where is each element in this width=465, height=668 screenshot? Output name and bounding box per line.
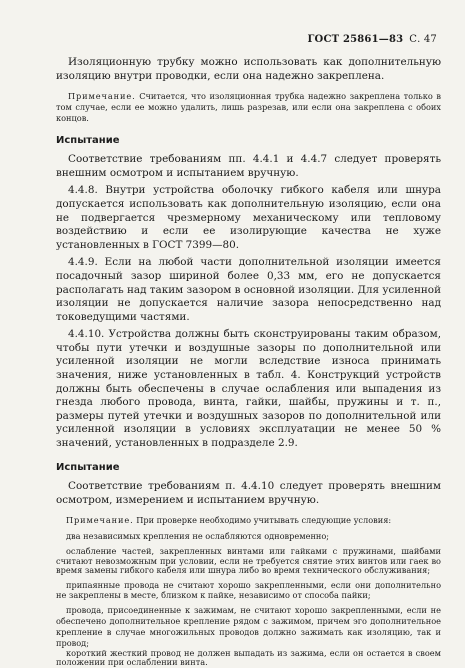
note-2-intro-text: При проверке необходимо учитывать следующие условия:	[136, 515, 392, 526]
note-1-text: Считается, что изоляционная трубка надежно закреплена только в том случае, если ее можно удалить, лишь разрезав, или если она закреплена с обоих концов.	[56, 91, 441, 123]
note-2-intro	[56, 515, 441, 526]
note-2	[56, 515, 441, 668]
test-heading-2: Испытание	[56, 461, 120, 473]
list-item: провода, присоединенные к зажимам, не считают хорошо закрепленными, если не обеспечено дополнительное крепление рядом с зажимом, причем эго дополнительное крепление в случае многожильных проводов должно зажимать как изоляцию, так и провод;	[56, 605, 441, 648]
test-heading-1: Испытание	[56, 134, 120, 146]
list-item: два независимых крепления не ослабляются одновременно;	[66, 531, 330, 542]
note-1	[56, 91, 441, 123]
page-number: С. 47	[409, 34, 437, 45]
paragraph-intro: Изоляционную трубку можно использовать как дополнительную изоляцию внутри проводки, если она надежно закреплена.	[56, 56, 441, 82]
test-text-1: Соответствие требованиям пп. 4.4.1 и 4.4.7 следует проверять внешним осмотром и испытанием вручную.	[56, 153, 441, 179]
test-text-2: Соответствие требованиям п. 4.4.10 следует проверять внешним осмотром, измерением и испытанием вручную.	[56, 480, 441, 506]
clause-4-4-8: 4.4.8. Внутри устройства оболочку гибкого кабеля или шнура допускается использовать как дополнительную изоляцию, если она не подвергается чрезмерному механическому или тепловому воздействию и если ее изолирующие качества не хуже установленных в ГОСТ 7399—80.	[56, 184, 441, 251]
standard-number: ГОСТ 25861—83	[307, 34, 404, 45]
running-header	[307, 34, 437, 45]
note-1-label: Примечание.	[68, 91, 136, 102]
clause-4-4-9: 4.4.9. Если на любой части дополнительной изоляции имеется посадочный зазор шириной более 0,33 мм, его не допускается располагать над таким зазором в основной изоляции. Для усиленной изоляции не допускается наличие зазора непосредственно над токоведущими частями.	[56, 256, 441, 323]
list-item: припаянные провода не считают хорошо закрепленными, если они дополнительно не закреплены в месте, близком к пайке, независимо от способа пайки;	[56, 580, 441, 600]
clause-4-4-10: 4.4.10. Устройства должны быть сконструированы таким образом, чтобы пути утечки и воздушные зазоры по дополнительной или усиленной изоляции не могли вследствие износа принимать значения, ниже установленных в табл. 4. Конструкций устройств должны быть обеспечены в случае ослабления или выпадения из гнезда любого провода, винта, гайки, шайбы, пружины и т. п., размеры путей утечки и воздушных зазоров по дополнительной или усиленной изоляции в условиях эксплуатации не менее 50 % значений, установленных в подразделе 2.9.	[56, 328, 441, 450]
document-body	[56, 56, 441, 668]
list-item: короткий жесткий провод не должен выпадать из зажима, если он остается в своем положении при ослаблении винта.	[56, 647, 441, 668]
note-2-label: Примечание.	[66, 515, 134, 526]
list-item: ослабление частей, закрепленных винтами или гайками с пружинами, шайбами считают невозможным при условии, если не требуется снятие этих винтов или гаек во время замены гибкого кабеля или шнура либо во время технического обслуживания;	[56, 546, 441, 576]
